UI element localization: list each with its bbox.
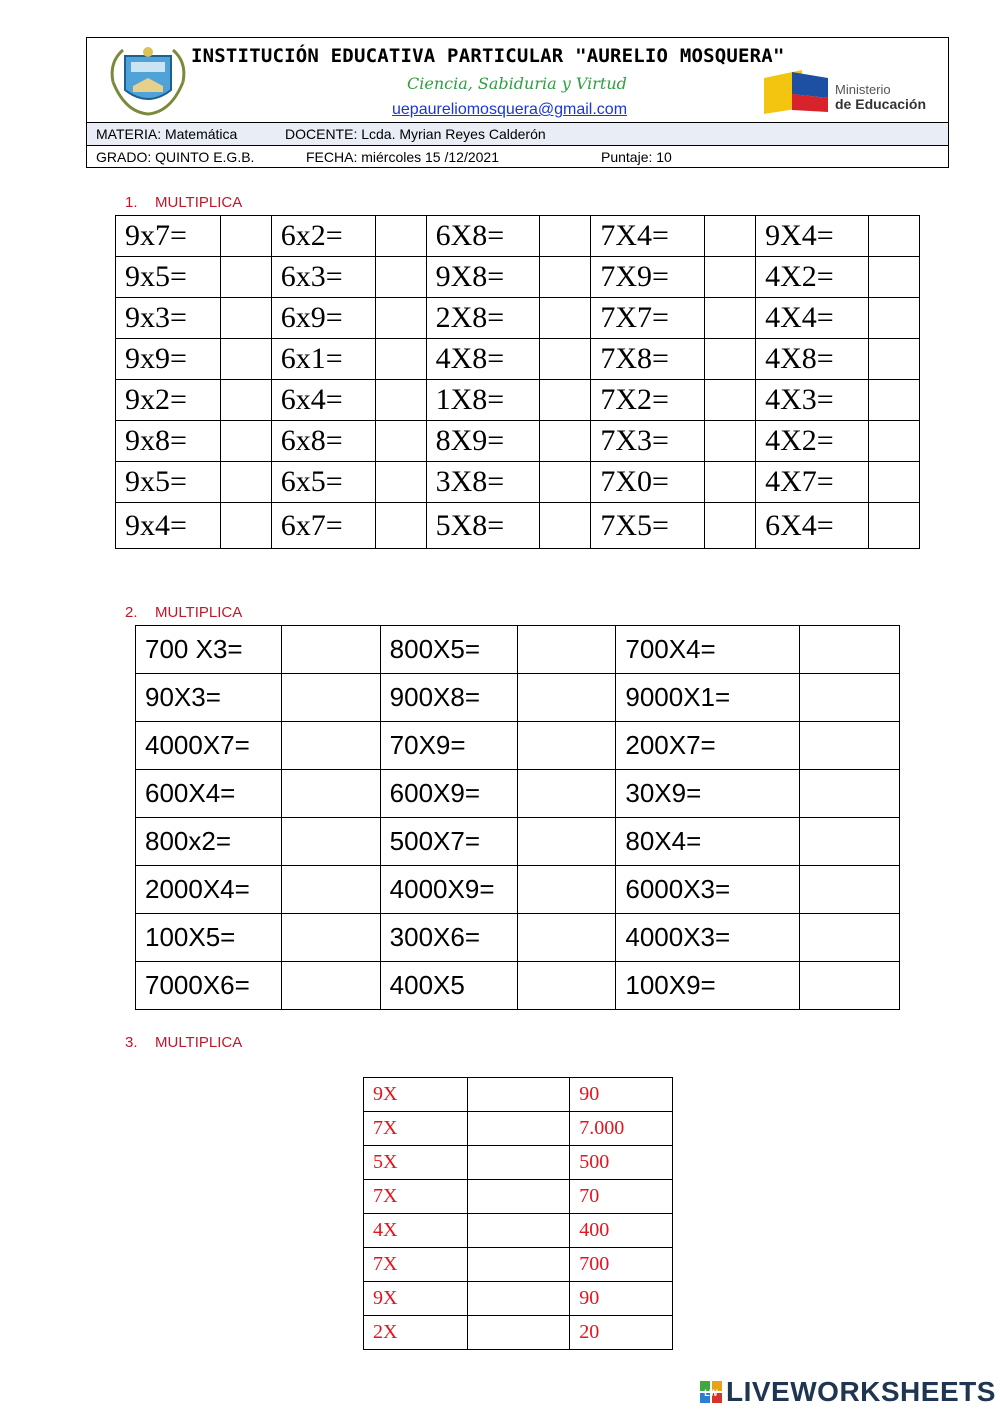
answer-cell[interactable] — [540, 503, 591, 549]
answer-cell[interactable] — [869, 503, 920, 549]
problem-cell: 9X4= — [756, 216, 869, 257]
problem-cell: 700X4= — [616, 626, 800, 674]
problem-cell: 9X — [364, 1282, 468, 1316]
ministry-line-1: Ministerio — [835, 82, 891, 97]
problem-cell: 30X9= — [616, 770, 800, 818]
table-row — [364, 1112, 673, 1146]
table-row — [136, 962, 900, 1010]
grade-label: GRADO: QUINTO E.G.B. — [96, 149, 255, 165]
answer-cell[interactable] — [869, 216, 920, 257]
problem-cell: 9x7= — [116, 216, 221, 257]
table-row — [116, 462, 920, 503]
section-2-title — [125, 604, 242, 621]
problem-cell: 20 — [570, 1316, 673, 1350]
answer-cell[interactable] — [869, 298, 920, 339]
table-row — [136, 770, 900, 818]
multiplication-table-1 — [115, 215, 920, 549]
answer-cell[interactable] — [467, 1146, 570, 1180]
problem-cell: 70X9= — [380, 722, 517, 770]
problem-cell: 7X0= — [591, 462, 705, 503]
liveworksheets-brand: LIVEWORKSHEETS — [726, 1376, 996, 1407]
problem-cell: 600X9= — [380, 770, 517, 818]
table-row — [116, 339, 920, 380]
score-label: Puntaje: 10 — [601, 149, 672, 165]
institution-name: INSTITUCIÓN EDUCATIVA PARTICULAR "AURELIO MOSQUERA" — [191, 45, 785, 67]
problem-cell: 6x7= — [271, 503, 375, 549]
answer-cell[interactable] — [869, 339, 920, 380]
problem-cell: 90X3= — [136, 674, 282, 722]
problem-cell: 700 X3= — [136, 626, 282, 674]
problem-cell: 7X — [364, 1112, 468, 1146]
section-2-label: MULTIPLICA — [155, 604, 243, 621]
problem-cell: 7.000 — [570, 1112, 673, 1146]
answer-cell[interactable] — [467, 1248, 570, 1282]
school-logo-icon — [105, 42, 191, 116]
problem-cell: 7X — [364, 1248, 468, 1282]
table-row — [116, 216, 920, 257]
section-1-title — [125, 194, 242, 211]
problem-cell: 9000X1= — [616, 674, 800, 722]
answer-cell[interactable] — [517, 914, 616, 962]
problem-cell: 4X2= — [756, 257, 869, 298]
problem-cell: 90 — [570, 1078, 673, 1112]
problem-cell: 6x3= — [271, 257, 375, 298]
table-row — [136, 626, 900, 674]
answer-cell[interactable] — [705, 421, 756, 462]
answer-cell[interactable] — [517, 770, 616, 818]
problem-cell: 900X8= — [380, 674, 517, 722]
answer-cell[interactable] — [375, 298, 426, 339]
answer-cell[interactable] — [540, 421, 591, 462]
info-row-grade — [87, 145, 948, 169]
problem-cell: 8X9= — [426, 421, 540, 462]
problem-cell: 7X9= — [591, 257, 705, 298]
header-top — [87, 38, 948, 122]
problem-cell: 5X — [364, 1146, 468, 1180]
answer-cell[interactable] — [705, 298, 756, 339]
problem-cell: 6x9= — [271, 298, 375, 339]
problem-cell: 6X4= — [756, 503, 869, 549]
answer-cell[interactable] — [705, 257, 756, 298]
date-label: FECHA: miércoles 15 /12/2021 — [306, 149, 499, 165]
table-row — [116, 257, 920, 298]
problem-cell: 9x5= — [116, 257, 221, 298]
table-row — [136, 866, 900, 914]
answer-cell[interactable] — [800, 674, 900, 722]
school-motto: Ciencia, Sabiduria y Virtud — [407, 74, 627, 93]
answer-cell[interactable] — [800, 962, 900, 1010]
problem-cell: 9x2= — [116, 380, 221, 421]
section-1-label: MULTIPLICA — [155, 194, 243, 211]
answer-cell[interactable] — [220, 380, 271, 421]
answer-cell[interactable] — [705, 339, 756, 380]
table-row — [136, 722, 900, 770]
answer-cell[interactable] — [220, 298, 271, 339]
problem-cell: 4X2= — [756, 421, 869, 462]
table-row — [364, 1282, 673, 1316]
problem-cell: 9x3= — [116, 298, 221, 339]
answer-cell[interactable] — [540, 257, 591, 298]
answer-cell[interactable] — [517, 626, 616, 674]
table-row — [364, 1214, 673, 1248]
problem-cell: 9x9= — [116, 339, 221, 380]
section-2-number: 2. — [125, 604, 138, 621]
answer-cell[interactable] — [705, 216, 756, 257]
answer-cell[interactable] — [375, 216, 426, 257]
table-row — [364, 1146, 673, 1180]
problem-cell: 6000X3= — [616, 866, 800, 914]
answer-cell[interactable] — [540, 462, 591, 503]
answer-cell[interactable] — [517, 866, 616, 914]
answer-cell[interactable] — [869, 257, 920, 298]
answer-cell[interactable] — [467, 1078, 570, 1112]
answer-cell[interactable] — [467, 1112, 570, 1146]
answer-cell[interactable] — [540, 380, 591, 421]
section-3-number: 3. — [125, 1034, 138, 1051]
table-row — [364, 1248, 673, 1282]
problem-cell: 9X8= — [426, 257, 540, 298]
answer-cell[interactable] — [281, 818, 380, 866]
answer-cell[interactable] — [517, 818, 616, 866]
answer-cell[interactable] — [800, 722, 900, 770]
problem-cell: 2000X4= — [136, 866, 282, 914]
liveworksheets-badge-icon — [700, 1381, 722, 1403]
problem-cell: 70 — [570, 1180, 673, 1214]
problem-cell: 7X2= — [591, 380, 705, 421]
table-row — [116, 380, 920, 421]
problem-cell: 4X7= — [756, 462, 869, 503]
answer-cell[interactable] — [375, 462, 426, 503]
answer-cell[interactable] — [467, 1282, 570, 1316]
section-3-title — [125, 1034, 242, 1051]
table-row — [116, 298, 920, 339]
table-row — [136, 818, 900, 866]
table-row — [364, 1180, 673, 1214]
problem-cell: 300X6= — [380, 914, 517, 962]
table-row — [136, 674, 900, 722]
answer-cell[interactable] — [517, 722, 616, 770]
problem-cell: 7X7= — [591, 298, 705, 339]
answer-cell[interactable] — [800, 770, 900, 818]
answer-cell[interactable] — [869, 380, 920, 421]
answer-cell[interactable] — [375, 503, 426, 549]
answer-cell[interactable] — [375, 339, 426, 380]
section-3-label: MULTIPLICA — [155, 1034, 243, 1051]
problem-cell: 9x5= — [116, 462, 221, 503]
table-row — [136, 914, 900, 962]
answer-cell[interactable] — [800, 818, 900, 866]
problem-cell: 6X8= — [426, 216, 540, 257]
answer-cell[interactable] — [375, 380, 426, 421]
answer-cell[interactable] — [220, 421, 271, 462]
answer-cell[interactable] — [705, 462, 756, 503]
problem-cell: 7X — [364, 1180, 468, 1214]
answer-cell[interactable] — [540, 339, 591, 380]
badge-text: LW — [704, 1388, 718, 1398]
problem-cell: 4X — [364, 1214, 468, 1248]
problem-cell: 4X8= — [756, 339, 869, 380]
table-row — [116, 421, 920, 462]
answer-cell[interactable] — [869, 462, 920, 503]
answer-cell[interactable] — [220, 462, 271, 503]
answer-cell[interactable] — [869, 421, 920, 462]
answer-cell[interactable] — [467, 1180, 570, 1214]
answer-cell[interactable] — [281, 866, 380, 914]
answer-cell[interactable] — [705, 380, 756, 421]
answer-cell[interactable] — [220, 339, 271, 380]
problem-cell: 400 — [570, 1214, 673, 1248]
problem-cell: 400X5 — [380, 962, 517, 1010]
problem-cell: 4X4= — [756, 298, 869, 339]
answer-cell[interactable] — [375, 421, 426, 462]
problem-cell: 4000X9= — [380, 866, 517, 914]
answer-cell[interactable] — [375, 257, 426, 298]
ministry-flag-icon — [762, 68, 832, 116]
problem-cell: 80X4= — [616, 818, 800, 866]
problem-cell: 7000X6= — [136, 962, 282, 1010]
problem-cell: 9X — [364, 1078, 468, 1112]
problem-cell: 1X8= — [426, 380, 540, 421]
problem-cell: 3X8= — [426, 462, 540, 503]
problem-cell: 7X4= — [591, 216, 705, 257]
problem-cell: 200X7= — [616, 722, 800, 770]
problem-cell: 500X7= — [380, 818, 517, 866]
problem-cell: 100X9= — [616, 962, 800, 1010]
problem-cell: 4000X7= — [136, 722, 282, 770]
answer-cell[interactable] — [800, 866, 900, 914]
table-row — [364, 1078, 673, 1112]
answer-cell[interactable] — [281, 962, 380, 1010]
problem-cell: 5X8= — [426, 503, 540, 549]
answer-cell[interactable] — [220, 503, 271, 549]
multiplication-table-3 — [363, 1077, 673, 1350]
problem-cell: 100X5= — [136, 914, 282, 962]
answer-cell[interactable] — [467, 1316, 570, 1350]
problem-cell: 6x4= — [271, 380, 375, 421]
problem-cell: 700 — [570, 1248, 673, 1282]
ministry-logo-text — [835, 82, 926, 112]
answer-cell[interactable] — [281, 914, 380, 962]
answer-cell[interactable] — [540, 216, 591, 257]
answer-cell[interactable] — [220, 257, 271, 298]
answer-cell[interactable] — [800, 914, 900, 962]
problem-cell: 800X5= — [380, 626, 517, 674]
subject-label: MATERIA: Matemática — [96, 126, 238, 142]
problem-cell: 4X3= — [756, 380, 869, 421]
answer-cell[interactable] — [540, 298, 591, 339]
answer-cell[interactable] — [281, 722, 380, 770]
problem-cell: 6x1= — [271, 339, 375, 380]
problem-cell: 4000X3= — [616, 914, 800, 962]
section-1-number: 1. — [125, 194, 138, 211]
problem-cell: 7X5= — [591, 503, 705, 549]
problem-cell: 6x8= — [271, 421, 375, 462]
table-row — [116, 503, 920, 549]
problem-cell: 9x8= — [116, 421, 221, 462]
problem-cell: 90 — [570, 1282, 673, 1316]
teacher-label: DOCENTE: Lcda. Myrian Reyes Calderón — [285, 126, 546, 142]
problem-cell: 9x4= — [116, 503, 221, 549]
info-row-subject — [87, 122, 948, 146]
problem-cell: 6x2= — [271, 216, 375, 257]
problem-cell: 500 — [570, 1146, 673, 1180]
answer-cell[interactable] — [800, 626, 900, 674]
problem-cell: 7X8= — [591, 339, 705, 380]
answer-cell[interactable] — [517, 962, 616, 1010]
problem-cell: 6x5= — [271, 462, 375, 503]
school-header — [86, 37, 949, 168]
problem-cell: 2X — [364, 1316, 468, 1350]
problem-cell: 7X3= — [591, 421, 705, 462]
problem-cell: 2X8= — [426, 298, 540, 339]
answer-cell[interactable] — [220, 216, 271, 257]
problem-cell: 600X4= — [136, 770, 282, 818]
ministry-line-2: de Educación — [835, 96, 927, 112]
answer-cell[interactable] — [281, 674, 380, 722]
school-email-link[interactable]: uepaureliomosquera@gmail.com — [392, 101, 628, 118]
problem-cell: 4X8= — [426, 339, 540, 380]
problem-cell: 800x2= — [136, 818, 282, 866]
multiplication-table-2 — [135, 625, 900, 1010]
answer-cell[interactable] — [467, 1214, 570, 1248]
answer-cell[interactable] — [517, 674, 616, 722]
table-row — [364, 1316, 673, 1350]
answer-cell[interactable] — [281, 626, 380, 674]
answer-cell[interactable] — [281, 770, 380, 818]
answer-cell[interactable] — [705, 503, 756, 549]
